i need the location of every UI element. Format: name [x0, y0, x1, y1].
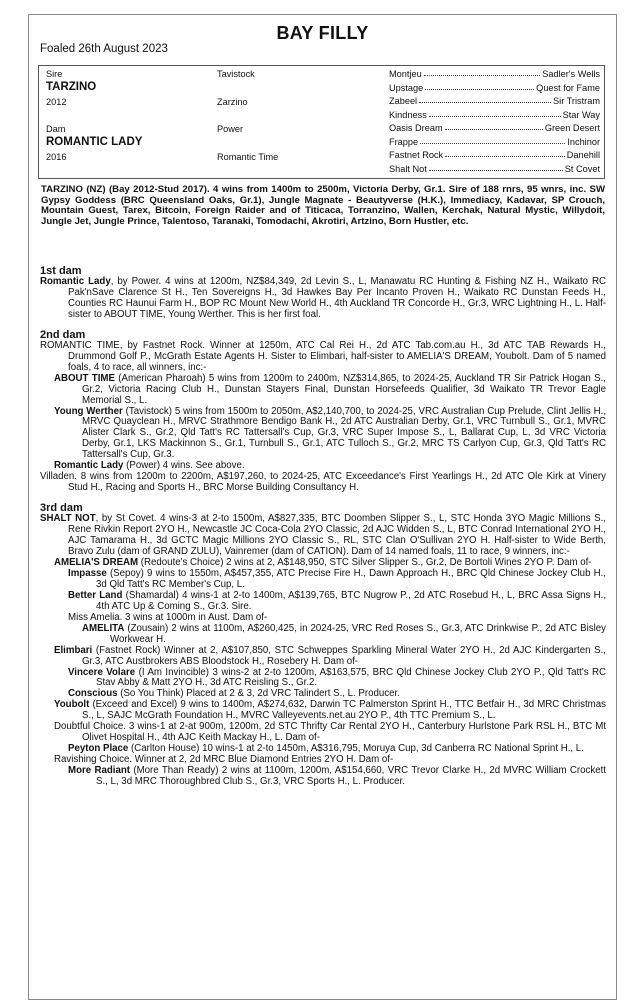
- grandparent-row: [389, 83, 600, 93]
- grandparent-name: Zabeel: [389, 96, 418, 106]
- grandparent-name: Oasis Dream: [389, 123, 443, 133]
- entry-text: (I Am Invincible) 3 wins-2 at 2-to 1200m, A$163,575, BRC Qld Chinese Jockey Club 2YO P., Qld Tatt's RC Stav Abby & Matt 2YO H., 3d ATC Reisling S., Gr.2.: [96, 666, 606, 689]
- sire-summary: TARZINO (NZ) (Bay 2012-Stud 2017). 4 wins from 1400m to 2500m, Victoria Derby, Gr.1. Sire of 188 rnrs, 95 wnrs, inc. SW Gypsy Goddess (BRC Queensland Oaks, Gr.1), Jungle Magnate - Beautyverse (H.K.), Immediacy, Kadavar, SP Crouch, Mountain Guest, Tarex, Bitcoin, Foreign Raider and of Titicaca, Torranzino, Wallen, Kerchak, Natural Mystic, Willydoit, Jungle Jet, Jungle Prince, Talentoso, Taranaki, Tomodachi, Akrotiri, Artzino, Born Hustler, etc.: [41, 184, 605, 227]
- entry-text: , by St Covet. 4 wins-3 at 2-to 1500m, A$827,335, BTC Doomben Slipper S., L, STC Honda 3YO Magic Millions S., Rene Rivkin Report 2YO H., Newcastle JC Coca-Cola 2YO Classic, 2d AJC Widden S., L, BTC Conrad International 2YO H., AJC Tamarama H., 3d GCTC Magic Millions 2YO Classic S., RL, STC Clan O'Sullivan 2YO H. Half-sister to Wide Berth, Bravo Zulu (dam of GRAND ZULU), Vainremer (dam of CATION). Dam of 14 named foals, 11 to race, 9 winners, inc:-: [68, 513, 606, 558]
- pedigree-entry: [40, 374, 606, 407]
- entry-text: (So You Think) Placed at 2 & 3, 2d VRC Talindert S., L. Producer.: [117, 688, 400, 700]
- pedigree-entry: [40, 569, 606, 591]
- pedigree-entry: [40, 407, 606, 462]
- grandparent-name: Fastnet Rock: [389, 150, 444, 160]
- pedigree-entry: [40, 646, 606, 668]
- grandparent-row: [389, 164, 600, 174]
- page-title: BAY FILLY: [276, 23, 369, 43]
- dam-year: 2016: [46, 152, 67, 162]
- sire-name: TARZINO: [46, 81, 97, 93]
- grandparent-row: [389, 150, 600, 160]
- entry-text: (Tavistock) 5 wins from 1500m to 2050m, A$2,140,700, to 2024-25, VRC Australian Cup Prelude, Clint Jellis H., MRVC Quayclean H., MRVC Strathmore Bendigo Bank H., 2d ATC Australian Derby, Gr.1, VRC Turnbull S., Gr.1, MVRC Alister Clark S., Gr.2, Qld Tatt's RC Tattersall's Cup, Gr.3, VRC Super Impose S., L, Ballarat Cup, L, 3d VRC Victoria Derby, Gr.1, LKS Mackinnon S., Gr.1, Turnbull S., Gr.1, ATC Tulloch S., Gr.2, MRC TS Carlyon Cup, Gr.3, Qld Tatt's RC Tattersall's Cup, Gr.3.: [82, 405, 607, 461]
- horse-name: AMELITA: [82, 622, 125, 634]
- great-grandsire-name: Inchinor: [567, 136, 600, 147]
- entry-text: (Fastnet Rock) Winner at 2, A$107,850, STC Schweppes Sparkling Mineral Water 2YO H., 2d AJC Kindergarten S., Gr.3, ATC Austbrokers ABS Bloodstock H., Rosebery H. Dam of-: [82, 644, 606, 667]
- pedigree-entry: [40, 277, 606, 321]
- pedigree-entry: [40, 700, 606, 722]
- great-grandsire-name: Quest for Fame: [536, 82, 600, 93]
- grandparent-name: Montjeu: [389, 69, 422, 79]
- grandparent-name: Shalt Not: [389, 163, 427, 174]
- great-grandsire-name: Sadler's Wells: [542, 69, 600, 79]
- horse-name: SHALT NOT: [40, 513, 96, 525]
- sire-dam: Zarzino: [217, 97, 248, 107]
- pedigree-entry: [40, 668, 606, 690]
- horse-name: AMELIA'S DREAM: [54, 556, 139, 568]
- pedigree-entry: [40, 766, 606, 788]
- grandparent-row: [389, 96, 600, 106]
- section-heading: 2nd dam: [40, 328, 86, 341]
- entry-text: ROMANTIC TIME, by Fastnet Rock. Winner at 1250m, ATC Cal Rei H., 2d ATC Tab.com.au H., 3d ATC TAB Rewards H., Drummond Golf P., McGrath Estate Agents H. Sister to Elimbari, half-sister to AMELIA'S DREAM, Youbolt. Dam of 5 named foals, 4 to race, all winners, inc:-: [40, 339, 606, 373]
- dam-line-body: [40, 265, 606, 796]
- horse-name: Youbolt: [54, 699, 90, 711]
- pedigree-entry: [40, 591, 606, 613]
- great-grandsire-name: Sir Tristram: [553, 96, 600, 106]
- horse-name: Conscious: [68, 688, 118, 700]
- entry-text: Doubtful Choice. 3 wins-1 at 2-at 900m, 1200m, 2d STC Thrifty Car Rental 2YO H., Canterbury Hurlstone Park RSL H., BTC Mt Olivet Hospital H., 4th AJC Keith Mackay H., L. Dam of-: [54, 721, 606, 744]
- entry-text: (Power) 4 wins. See above.: [123, 460, 245, 472]
- horse-name: Better Land: [68, 589, 123, 601]
- catalogue-page: [28, 14, 617, 1000]
- great-grandsire-name: St Covet: [564, 163, 600, 174]
- entry-text: Villaden. 8 wins from 1200m to 2200m, A$197,260, to 2024-25, ATC Exceedance's First Yearlings H., 2d ATC Ole Kirk at Vinery Stud H., Racing and Sports H., BRC Morse Building Consultancy H.: [40, 471, 606, 494]
- dam-section: [40, 265, 606, 321]
- horse-name: Young Werther: [54, 405, 123, 417]
- sire-label: Sire: [46, 69, 63, 79]
- entry-text: Ravishing Choice. Winner at 2, 2d MRC Blue Diamond Entries 2YO H. Dam of-: [54, 754, 394, 766]
- grandparent-name: Kindness: [389, 109, 427, 120]
- pedigree-entry: [40, 341, 606, 374]
- grandparent-row: [389, 69, 600, 79]
- dam-name: ROMANTIC LADY: [46, 136, 143, 148]
- dam-label: Dam: [46, 124, 66, 134]
- pedigree-entry: [40, 624, 606, 646]
- entry-text: (Sepoy) 9 wins to 1550m, A$457,355, ATC Precise Fire H., Dawn Approach H., BRC Qld Chinese Jockey Club H., 3d Qld Tatt's RC Member's Cup, L.: [96, 567, 606, 590]
- horse-name: Peyton Place: [68, 743, 129, 755]
- horse-name: Romantic Lady: [40, 276, 111, 287]
- pedigree-table: [38, 65, 605, 179]
- grandparent-name: Upstage: [389, 82, 424, 93]
- entry-text: (American Pharoah) 5 wins from 1200m to 2400m, NZ$314,865, to 2024-25, Auckland TR Sir Patrick Hogan S., Gr.2, Victoria Racing Club H., Dunstan Stayers Final, Dunstan Horsefeeds Qualifier, 3d Waikato TR Trevor Eagle Memorial S., L.: [82, 372, 606, 406]
- horse-name: Vincere Volare: [68, 666, 136, 678]
- grandparent-row: [389, 137, 600, 147]
- horse-name: ABOUT TIME: [54, 372, 115, 384]
- pedigree-entry: [40, 472, 606, 494]
- pedigree-entry: [40, 722, 606, 744]
- dam-sire: Power: [217, 124, 244, 134]
- entry-text: (Exceed and Excel) 9 wins to 1400m, A$274,632, Darwin TC Palmerston Sprint H., TTC Betfair H., 3d MRC Christmas S., L, SAJC McGrath Foundation H., MVRC Valleyevents.net.au 2YO P., 4th TTC Premium S., L.: [82, 699, 606, 722]
- entry-text: (Redoute's Choice) 2 wins at 2, A$148,950, STC Silver Slipper S., Gr.2, De Bortoli Wines 2YO P. Dam of-: [138, 556, 592, 568]
- dam-section: [40, 329, 606, 494]
- entry-text: (More Than Ready) 2 wins at 1100m, 1200m, A$154,660, VRC Trevor Clarke H., 2d MVRC William Crockett S., L, 3d MRC Thoroughbred Club S., Gr.3, VRC Sports H., L. Producer.: [96, 765, 606, 788]
- horse-name: Elimbari: [54, 644, 93, 656]
- great-grandsire-name: Star Way: [562, 109, 600, 120]
- horse-name: Romantic Lady: [54, 460, 124, 472]
- entry-text: Miss Amelia. 3 wins at 1000m in Aust. Dam of-: [68, 611, 268, 623]
- great-grandsire-name: Green Desert: [544, 123, 600, 133]
- grandparent-name: Frappe: [389, 136, 419, 147]
- sire-year: 2012: [46, 97, 67, 107]
- dam-dam: Romantic Time: [217, 152, 279, 162]
- entry-text: (Shamardal) 4 wins-1 at 2-to 1400m, A$139,765, BTC Nugrow P., 2d ATC Rosebud H., L, BRC Assa Signs H., 4th ATC Up & Coming S., Gr.3. Sire.: [96, 589, 607, 612]
- entry-text: (Carlton House) 10 wins-1 at 2-to 1450m, A$316,795, Moruya Cup, 3d Canberra RC National Sprint H., L.: [128, 743, 584, 755]
- grandparent-row: [389, 110, 600, 120]
- grandparent-row: [389, 123, 600, 133]
- section-heading: 1st dam: [40, 265, 82, 277]
- entry-text: , by Power. 4 wins at 1200m, NZ$84,349, 2d Levin S., L, Manawatu RC Hunting & Fishing NZ H., Waikato RC Pak'nSave Clarence St H., Ten Sovereigns H., 3d Hawkes Bay Per Incanto Proven H., Waikato RC Dunstan Feeds H., Counties RC Haunui Farm H., BOP RC Mount New World H., 4th Auckland TR Concorde H., Gr.3, WRC Lightning H., L. Half-sister to ABOUT TIME, Young Werther. This is her first foal.: [68, 276, 606, 320]
- pedigree-entry: [40, 514, 606, 558]
- foaled-date: Foaled 26th August 2023: [40, 43, 168, 55]
- entry-text: (Zousain) 2 wins at 1100m, A$260,425, in 2024-25, VRC Red Roses S., Gr.3, ATC Drinkwise P., 2d ATC Bisley Workwear H.: [110, 622, 606, 645]
- great-grandsire-name: Danehill: [566, 150, 600, 160]
- sire-sire: Tavistock: [217, 69, 255, 79]
- horse-name: More Radiant: [68, 765, 131, 777]
- dam-section: [40, 502, 606, 788]
- horse-name: Impasse: [68, 567, 107, 579]
- section-heading: 3rd dam: [40, 502, 83, 515]
